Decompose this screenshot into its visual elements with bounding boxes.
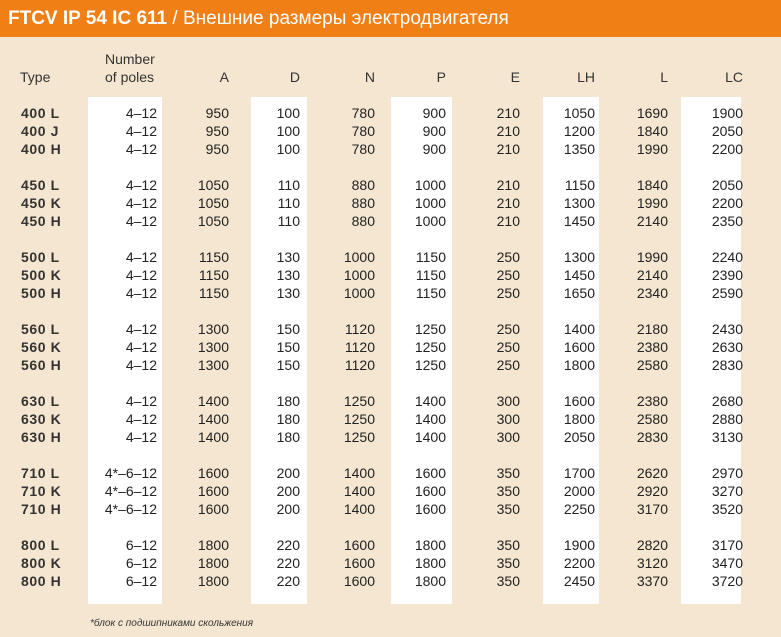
cell-lh: 1050	[563, 105, 595, 121]
cell-lh: 1700	[563, 465, 595, 481]
cell-poles: 4–12	[125, 393, 157, 409]
cell-p: 1800	[414, 573, 446, 589]
cell-e: 350	[496, 537, 520, 553]
cell-lh: 1450	[563, 267, 595, 283]
cell-d: 130	[276, 249, 300, 265]
cell-d: 220	[276, 555, 300, 571]
cell-n: 1120	[344, 339, 375, 355]
cell-a: 950	[205, 123, 229, 139]
cell-e: 350	[496, 555, 520, 571]
cell-e: 210	[496, 195, 520, 211]
cell-type: 630 H	[21, 429, 62, 445]
cell-lc: 2240	[711, 249, 743, 265]
cell-lc: 2050	[711, 123, 743, 139]
cell-a: 950	[205, 141, 229, 157]
cell-lh: 1150	[564, 177, 595, 193]
title-bar	[0, 0, 781, 37]
cell-l: 2140	[636, 267, 668, 283]
cell-l: 2380	[636, 339, 668, 355]
cell-n: 1600	[343, 537, 375, 553]
cell-d: 110	[277, 177, 300, 193]
cell-n: 1120	[344, 321, 375, 337]
cell-poles: 4–12	[125, 339, 157, 355]
cell-n: 1000	[343, 249, 375, 265]
cell-l: 1840	[636, 177, 668, 193]
header-e: E	[510, 69, 520, 85]
cell-d: 100	[276, 123, 300, 139]
cell-lc: 2880	[711, 411, 743, 427]
cell-poles: 4–12	[125, 285, 157, 301]
cell-p: 1250	[414, 321, 446, 337]
cell-p: 1800	[414, 555, 446, 571]
cell-a: 1050	[197, 213, 229, 229]
header-l: L	[660, 69, 668, 85]
cell-d: 100	[276, 141, 300, 157]
cell-e: 210	[496, 213, 520, 229]
cell-d: 110	[277, 195, 300, 211]
cell-p: 1150	[415, 249, 446, 265]
cell-l: 2580	[636, 411, 668, 427]
cell-type: 450 H	[21, 213, 62, 229]
cell-lc: 2430	[711, 321, 743, 337]
footnote: *блок с подшипниками скольжения	[90, 618, 254, 629]
cell-lc: 3470	[711, 555, 743, 571]
cell-l: 2820	[636, 537, 668, 553]
cell-type: 800 L	[21, 537, 60, 553]
cell-d: 130	[276, 267, 300, 283]
header-a: A	[219, 69, 229, 85]
cell-e: 300	[496, 429, 520, 445]
cell-lh: 1450	[563, 213, 595, 229]
cell-type: 450 L	[21, 177, 60, 193]
cell-poles: 4*–6–12	[104, 465, 157, 481]
cell-lh: 2050	[563, 429, 595, 445]
cell-l: 1990	[636, 141, 668, 157]
cell-lc: 2680	[711, 393, 743, 409]
cell-p: 1250	[414, 357, 446, 373]
cell-lh: 1350	[563, 141, 595, 157]
cell-l: 2340	[636, 285, 668, 301]
cell-lh: 2450	[563, 573, 595, 589]
cell-n: 1600	[343, 555, 375, 571]
cell-p: 1000	[414, 213, 446, 229]
cell-poles: 6–12	[125, 555, 157, 571]
cell-n: 1000	[343, 267, 375, 283]
cell-lc: 2970	[711, 465, 743, 481]
header-lc: LC	[725, 69, 743, 85]
cell-lh: 1600	[563, 339, 595, 355]
cell-d: 180	[276, 411, 300, 427]
cell-poles: 4–12	[125, 321, 157, 337]
cell-lc: 2590	[711, 285, 743, 301]
cell-lc: 2630	[711, 339, 743, 355]
cell-p: 1600	[414, 501, 446, 517]
cell-lh: 1300	[563, 249, 595, 265]
title-model: FTCV IP 54 IC 611	[8, 8, 168, 29]
cell-p: 900	[422, 123, 446, 139]
cell-a: 1600	[197, 501, 229, 517]
cell-d: 150	[276, 357, 300, 373]
cell-l: 2830	[636, 429, 668, 445]
cell-e: 350	[496, 573, 520, 589]
cell-lh: 1400	[563, 321, 595, 337]
cell-poles: 4–12	[125, 411, 157, 427]
cell-type: 630 L	[21, 393, 60, 409]
cell-p: 1400	[414, 393, 446, 409]
cell-e: 210	[496, 177, 520, 193]
cell-n: 1250	[343, 429, 375, 445]
cell-type: 400 L	[21, 105, 60, 121]
cell-a: 1600	[197, 465, 229, 481]
cell-lc: 3720	[711, 573, 743, 589]
cell-e: 250	[496, 285, 520, 301]
cell-l: 2620	[636, 465, 668, 481]
cell-a: 1050	[197, 195, 229, 211]
cell-a: 1050	[197, 177, 229, 193]
cell-type: 400 H	[21, 141, 62, 157]
cell-a: 1400	[197, 393, 229, 409]
cell-l: 3120	[636, 555, 668, 571]
cell-l: 2180	[636, 321, 668, 337]
cell-p: 1400	[414, 429, 446, 445]
cell-p: 1150	[415, 285, 446, 301]
cell-a: 1300	[197, 357, 229, 373]
cell-l: 1690	[636, 105, 668, 121]
cell-p: 1150	[415, 267, 446, 283]
cell-type: 560 L	[21, 321, 60, 337]
cell-d: 110	[277, 213, 300, 229]
cell-type: 500 K	[21, 267, 62, 283]
cell-poles: 6–12	[125, 537, 157, 553]
cell-n: 1250	[343, 411, 375, 427]
cell-a: 1300	[197, 321, 229, 337]
cell-d: 150	[276, 339, 300, 355]
cell-d: 200	[276, 501, 300, 517]
cell-n: 1120	[344, 357, 375, 373]
cell-p: 900	[422, 141, 446, 157]
cell-a: 1300	[197, 339, 229, 355]
cell-lc: 1900	[711, 105, 743, 121]
cell-type: 560 H	[21, 357, 62, 373]
header-p: P	[436, 69, 446, 85]
cell-a: 1150	[198, 285, 229, 301]
cell-d: 130	[276, 285, 300, 301]
cell-n: 780	[351, 141, 375, 157]
cell-lc: 2200	[711, 195, 743, 211]
cell-p: 1600	[414, 465, 446, 481]
cell-poles: 4–12	[125, 267, 157, 283]
cell-a: 1600	[197, 483, 229, 499]
cell-p: 1600	[414, 483, 446, 499]
cell-lh: 1800	[563, 411, 595, 427]
cell-type: 630 K	[21, 411, 62, 427]
cell-a: 1800	[197, 555, 229, 571]
cell-type: 500 H	[21, 285, 62, 301]
cell-lc: 3130	[711, 429, 743, 445]
cell-a: 1150	[198, 267, 229, 283]
cell-d: 200	[276, 483, 300, 499]
cell-poles: 4–12	[125, 123, 157, 139]
cell-poles: 4–12	[125, 213, 157, 229]
cell-e: 350	[496, 501, 520, 517]
cell-n: 1400	[343, 501, 375, 517]
cell-a: 1800	[197, 573, 229, 589]
cell-e: 300	[496, 411, 520, 427]
cell-e: 350	[496, 465, 520, 481]
cell-d: 180	[276, 393, 300, 409]
cell-lh: 2250	[563, 501, 595, 517]
cell-type: 800 H	[21, 573, 62, 589]
cell-a: 1150	[198, 249, 229, 265]
cell-type: 710 L	[21, 465, 60, 481]
cell-e: 250	[496, 267, 520, 283]
cell-d: 200	[276, 465, 300, 481]
cell-type: 800 K	[21, 555, 62, 571]
header-type: Type	[20, 69, 51, 85]
cell-lh: 1800	[563, 357, 595, 373]
cell-l: 1990	[636, 195, 668, 211]
title-description: / Внешние размеры электродвигателя	[167, 8, 509, 29]
cell-e: 300	[496, 393, 520, 409]
cell-l: 2580	[636, 357, 668, 373]
cell-l: 2140	[636, 213, 668, 229]
cell-lc: 3170	[711, 537, 743, 553]
cell-lh: 1300	[563, 195, 595, 211]
cell-n: 1250	[343, 393, 375, 409]
cell-d: 220	[276, 573, 300, 589]
header-lh: LH	[577, 69, 595, 85]
cell-n: 880	[351, 213, 375, 229]
cell-poles: 4–12	[125, 249, 157, 265]
cell-l: 2380	[636, 393, 668, 409]
cell-e: 250	[496, 249, 520, 265]
cell-n: 880	[351, 195, 375, 211]
cell-p: 900	[422, 105, 446, 121]
cell-a: 950	[205, 105, 229, 121]
cell-p: 1800	[414, 537, 446, 553]
cell-p: 1400	[414, 411, 446, 427]
header-poles-line2: of poles	[105, 69, 155, 85]
cell-p: 1250	[414, 339, 446, 355]
cell-e: 250	[496, 339, 520, 355]
cell-lc: 3520	[711, 501, 743, 517]
cell-e: 210	[496, 141, 520, 157]
cell-l: 2920	[636, 483, 668, 499]
cell-lc: 2050	[711, 177, 743, 193]
cell-e: 210	[496, 105, 520, 121]
cell-a: 1800	[197, 537, 229, 553]
page-title	[0, 0, 781, 37]
header-poles-line1: Number	[105, 51, 155, 67]
cell-a: 1400	[197, 429, 229, 445]
cell-d: 150	[276, 321, 300, 337]
header-d: D	[289, 69, 300, 85]
cell-type: 500 L	[21, 249, 60, 265]
cell-n: 780	[351, 105, 375, 121]
cell-poles: 4–12	[125, 141, 157, 157]
cell-n: 1600	[343, 573, 375, 589]
cell-n: 880	[351, 177, 375, 193]
cell-lc: 2830	[711, 357, 743, 373]
cell-type: 560 K	[21, 339, 62, 355]
cell-poles: 4–12	[125, 429, 157, 445]
cell-lc: 2200	[711, 141, 743, 157]
cell-lh: 2200	[563, 555, 595, 571]
cell-poles: 4–12	[125, 357, 157, 373]
cell-lc: 2350	[711, 213, 743, 229]
cell-l: 3370	[636, 573, 668, 589]
cell-p: 1000	[414, 177, 446, 193]
cell-p: 1000	[414, 195, 446, 211]
cell-type: 710 H	[21, 501, 62, 517]
cell-poles: 4–12	[125, 177, 157, 193]
cell-d: 180	[276, 429, 300, 445]
cell-poles: 4–12	[125, 105, 157, 121]
cell-lh: 1200	[563, 123, 595, 139]
cell-e: 350	[496, 483, 520, 499]
cell-lh: 2000	[563, 483, 595, 499]
cell-type: 710 K	[21, 483, 62, 499]
cell-n: 1400	[343, 483, 375, 499]
cell-poles: 4–12	[125, 195, 157, 211]
cell-d: 220	[276, 537, 300, 553]
cell-lh: 1900	[563, 537, 595, 553]
cell-lc: 3270	[711, 483, 743, 499]
cell-lh: 1600	[563, 393, 595, 409]
cell-l: 3170	[636, 501, 668, 517]
cell-poles: 6–12	[125, 573, 157, 589]
cell-type: 450 K	[21, 195, 62, 211]
cell-lh: 1650	[563, 285, 595, 301]
cell-a: 1400	[197, 411, 229, 427]
cell-l: 1840	[636, 123, 668, 139]
cell-lc: 2390	[711, 267, 743, 283]
cell-n: 1000	[343, 285, 375, 301]
header-n: N	[364, 69, 375, 85]
cell-d: 100	[276, 105, 300, 121]
cell-poles: 4*–6–12	[104, 483, 157, 499]
cell-n: 780	[351, 123, 375, 139]
cell-n: 1400	[343, 465, 375, 481]
cell-e: 210	[496, 123, 520, 139]
cell-l: 1990	[636, 249, 668, 265]
cell-e: 250	[496, 321, 520, 337]
cell-poles: 4*–6–12	[104, 501, 157, 517]
cell-type: 400 J	[21, 123, 60, 139]
cell-e: 250	[496, 357, 520, 373]
